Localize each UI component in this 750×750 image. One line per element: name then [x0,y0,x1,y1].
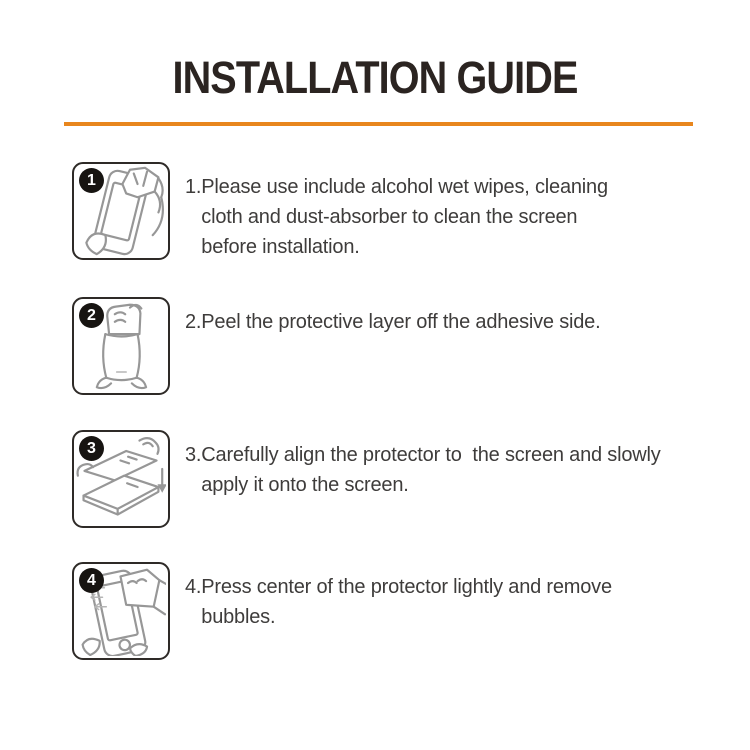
step-text-line: Peel the protective layer off the adhesive side. [201,311,601,333]
step-3-number: 3. [185,444,202,466]
step-row-1 [0,162,750,262]
step-text-line: Carefully align the protector to the screen and slowly [201,444,661,466]
step-1-illustration-box [72,162,170,260]
step-1-text [185,172,730,262]
step-text-line: before installation. [201,236,360,258]
step-4-text [185,572,730,632]
step-text-line: Press center of the protector lightly and remove [201,576,612,598]
step-2-illustration-box [72,297,170,395]
title-divider [64,122,693,126]
step-text-line: cloth and dust-absorber to clean the screen [201,206,578,228]
step-row-3 [0,430,750,530]
step-row-4 [0,562,750,662]
step-text-line: bubbles. [201,606,276,628]
step-text-line: Please use include alcohol wet wipes, cleaning [201,176,608,198]
step-3-text [185,440,730,500]
step-4-number: 4. [185,576,202,598]
step-text-line: apply it onto the screen. [201,474,409,496]
step-row-2 [0,297,750,397]
step-2-badge: 2 [79,303,104,328]
step-4-illustration-box [72,562,170,660]
step-3-badge: 3 [79,436,104,461]
step-1-badge: 1 [79,168,104,193]
step-2-number: 2. [185,311,202,333]
step-1-number: 1. [185,176,202,198]
step-2-text [185,307,730,337]
page-title: INSTALLATION GUIDE [172,52,578,103]
step-4-badge: 4 [79,568,104,593]
step-3-illustration-box [72,430,170,528]
